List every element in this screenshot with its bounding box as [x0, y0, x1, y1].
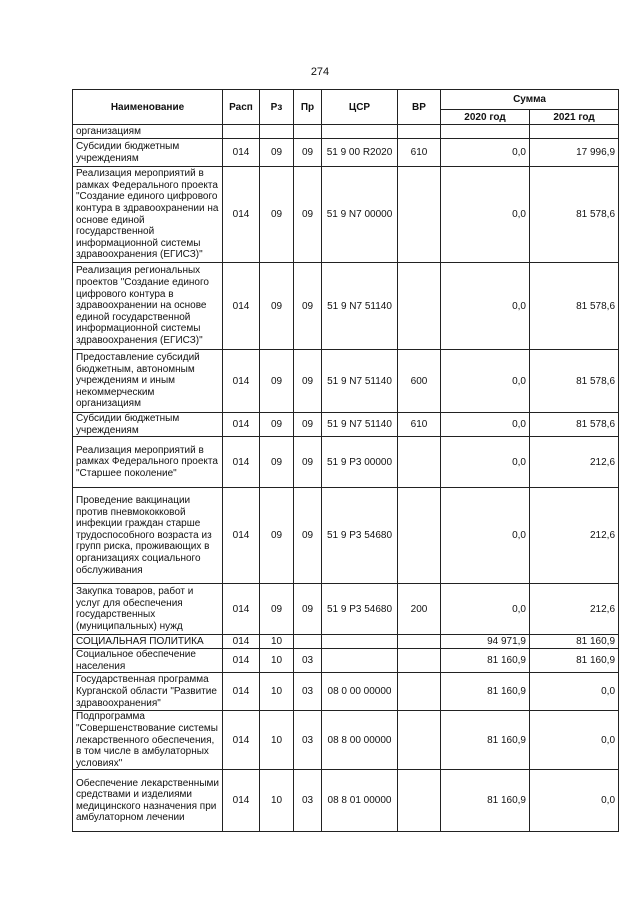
- cell-csr: 51 9 P3 00000: [322, 437, 398, 488]
- cell-name: организациям: [73, 125, 223, 139]
- table-row: [73, 584, 619, 635]
- cell-rz: 10: [260, 770, 294, 832]
- cell-2021: 212,6: [530, 584, 619, 635]
- cell-pr: 09: [294, 584, 322, 635]
- header-rz: Рз: [260, 90, 294, 125]
- table-row: [73, 167, 619, 263]
- cell-vr: [398, 635, 441, 649]
- cell-csr: 08 8 01 00000: [322, 770, 398, 832]
- table-row: [73, 673, 619, 711]
- cell-2020: 94 971,9: [441, 635, 530, 649]
- cell-csr: [322, 635, 398, 649]
- cell-2021: 81 160,9: [530, 649, 619, 673]
- cell-name: Субсидии бюджетным учреждениям: [73, 413, 223, 437]
- cell-pr: 03: [294, 673, 322, 711]
- header-vr: ВР: [398, 90, 441, 125]
- cell-2020: 0,0: [441, 350, 530, 413]
- header-pr: Пр: [294, 90, 322, 125]
- cell-2021: 0,0: [530, 711, 619, 770]
- cell-pr: 09: [294, 413, 322, 437]
- budget-table: [72, 89, 619, 832]
- cell-vr: [398, 673, 441, 711]
- cell-2021: 0,0: [530, 673, 619, 711]
- cell-name: Проведение вакцинации против пневмококковой инфекции граждан старше трудоспособного возраста из групп риска, проживающих в организациях социального обслуживания: [73, 488, 223, 584]
- cell-pr: 03: [294, 770, 322, 832]
- cell-2020: [441, 125, 530, 139]
- cell-name: Подпрограмма "Совершенствование системы лекарственного обеспечения, в том числе в амбулаторных условиях": [73, 711, 223, 770]
- cell-2020: 0,0: [441, 139, 530, 167]
- cell-rz: 10: [260, 711, 294, 770]
- cell-2021: 0,0: [530, 770, 619, 832]
- cell-2020: 81 160,9: [441, 711, 530, 770]
- cell-pr: 03: [294, 649, 322, 673]
- cell-vr: [398, 770, 441, 832]
- cell-rasp: 014: [223, 263, 260, 350]
- cell-rz: 10: [260, 673, 294, 711]
- header-csr: ЦСР: [322, 90, 398, 125]
- cell-2020: 0,0: [441, 437, 530, 488]
- cell-pr: 09: [294, 167, 322, 263]
- table-row: [73, 350, 619, 413]
- table-row: [73, 139, 619, 167]
- table-row: [73, 263, 619, 350]
- cell-rasp: 014: [223, 437, 260, 488]
- cell-rasp: 014: [223, 584, 260, 635]
- header-rasp: Расп: [223, 90, 260, 125]
- cell-rasp: 014: [223, 770, 260, 832]
- cell-vr: [398, 711, 441, 770]
- cell-pr: 03: [294, 711, 322, 770]
- cell-name: Реализация мероприятий в рамках Федерального проекта "Старшее поколение": [73, 437, 223, 488]
- cell-rz: 09: [260, 488, 294, 584]
- cell-rasp: 014: [223, 673, 260, 711]
- cell-rz: 09: [260, 437, 294, 488]
- cell-rasp: 014: [223, 635, 260, 649]
- cell-name: Обеспечение лекарственными средствами и изделиями медицинского назначения при амбулаторном лечении: [73, 770, 223, 832]
- cell-vr: [398, 167, 441, 263]
- cell-pr: 09: [294, 437, 322, 488]
- cell-rz: 09: [260, 350, 294, 413]
- cell-csr: 08 8 00 00000: [322, 711, 398, 770]
- cell-name: Субсидии бюджетным учреждениям: [73, 139, 223, 167]
- cell-2021: 81 578,6: [530, 413, 619, 437]
- table-row: [73, 437, 619, 488]
- cell-name: Государственная программа Курганской области "Развитие здравоохранения": [73, 673, 223, 711]
- cell-rasp: [223, 125, 260, 139]
- cell-2021: [530, 125, 619, 139]
- cell-rz: 09: [260, 584, 294, 635]
- cell-vr: [398, 649, 441, 673]
- cell-rz: 09: [260, 263, 294, 350]
- table-row: [73, 635, 619, 649]
- cell-2020: 81 160,9: [441, 673, 530, 711]
- cell-2021: 81 578,6: [530, 167, 619, 263]
- cell-rz: 09: [260, 413, 294, 437]
- table-body: [73, 125, 619, 832]
- cell-rz: [260, 125, 294, 139]
- cell-vr: [398, 488, 441, 584]
- cell-2021: 212,6: [530, 437, 619, 488]
- cell-csr: 51 9 N7 00000: [322, 167, 398, 263]
- cell-csr: 51 9 N7 51140: [322, 263, 398, 350]
- table-row: [73, 413, 619, 437]
- cell-2021: 212,6: [530, 488, 619, 584]
- cell-csr: [322, 125, 398, 139]
- cell-pr: [294, 635, 322, 649]
- cell-rasp: 014: [223, 350, 260, 413]
- cell-rz: 09: [260, 167, 294, 263]
- header-2020: 2020 год: [441, 110, 530, 125]
- cell-name: Реализация региональных проектов "Создание единого цифрового контура в здравоохранении на основе единой государственной информационной системы здравоохранения (ЕГИСЗ)": [73, 263, 223, 350]
- cell-pr: [294, 125, 322, 139]
- cell-2020: 0,0: [441, 584, 530, 635]
- cell-vr: 610: [398, 413, 441, 437]
- cell-csr: [322, 649, 398, 673]
- cell-rasp: 014: [223, 649, 260, 673]
- header-2021: 2021 год: [530, 110, 619, 125]
- cell-vr: 200: [398, 584, 441, 635]
- cell-rasp: 014: [223, 413, 260, 437]
- table-row: [73, 770, 619, 832]
- table-row: [73, 125, 619, 139]
- cell-name: Реализация мероприятий в рамках Федерального проекта "Создание единого цифрового контура в здравоохранении на основе единой государственной информационной системы здравоохранения (ЕГИСЗ)": [73, 167, 223, 263]
- cell-name: Предоставление субсидий бюджетным, автономным учреждениям и иным некоммерческим организациям: [73, 350, 223, 413]
- cell-2020: 0,0: [441, 263, 530, 350]
- cell-pr: 09: [294, 350, 322, 413]
- cell-csr: 51 9 P3 54680: [322, 488, 398, 584]
- cell-rasp: 014: [223, 139, 260, 167]
- cell-name: СОЦИАЛЬНАЯ ПОЛИТИКА: [73, 635, 223, 649]
- cell-csr: 51 9 00 R2020: [322, 139, 398, 167]
- cell-2020: 81 160,9: [441, 770, 530, 832]
- cell-csr: 51 9 N7 51140: [322, 413, 398, 437]
- cell-pr: 09: [294, 488, 322, 584]
- cell-2021: 17 996,9: [530, 139, 619, 167]
- cell-2020: 0,0: [441, 413, 530, 437]
- header-sum: Сумма: [441, 90, 619, 110]
- cell-csr: 51 9 P3 54680: [322, 584, 398, 635]
- cell-name: Закупка товаров, работ и услуг для обеспечения государственных (муниципальных) нужд: [73, 584, 223, 635]
- cell-2020: 0,0: [441, 167, 530, 263]
- cell-2020: 81 160,9: [441, 649, 530, 673]
- table-row: [73, 488, 619, 584]
- cell-vr: 610: [398, 139, 441, 167]
- cell-rz: 09: [260, 139, 294, 167]
- cell-vr: [398, 437, 441, 488]
- cell-rasp: 014: [223, 167, 260, 263]
- table-row: [73, 711, 619, 770]
- cell-rz: 10: [260, 635, 294, 649]
- table-row: [73, 649, 619, 673]
- cell-csr: 08 0 00 00000: [322, 673, 398, 711]
- cell-rz: 10: [260, 649, 294, 673]
- cell-2020: 0,0: [441, 488, 530, 584]
- cell-rasp: 014: [223, 488, 260, 584]
- cell-pr: 09: [294, 139, 322, 167]
- cell-name: Социальное обеспечение населения: [73, 649, 223, 673]
- cell-csr: 51 9 N7 51140: [322, 350, 398, 413]
- cell-2021: 81 160,9: [530, 635, 619, 649]
- cell-2021: 81 578,6: [530, 350, 619, 413]
- cell-vr: 600: [398, 350, 441, 413]
- cell-pr: 09: [294, 263, 322, 350]
- cell-rasp: 014: [223, 711, 260, 770]
- cell-2021: 81 578,6: [530, 263, 619, 350]
- page-number: 274: [310, 66, 330, 78]
- cell-vr: [398, 263, 441, 350]
- cell-vr: [398, 125, 441, 139]
- header-name: Наименование: [73, 90, 223, 125]
